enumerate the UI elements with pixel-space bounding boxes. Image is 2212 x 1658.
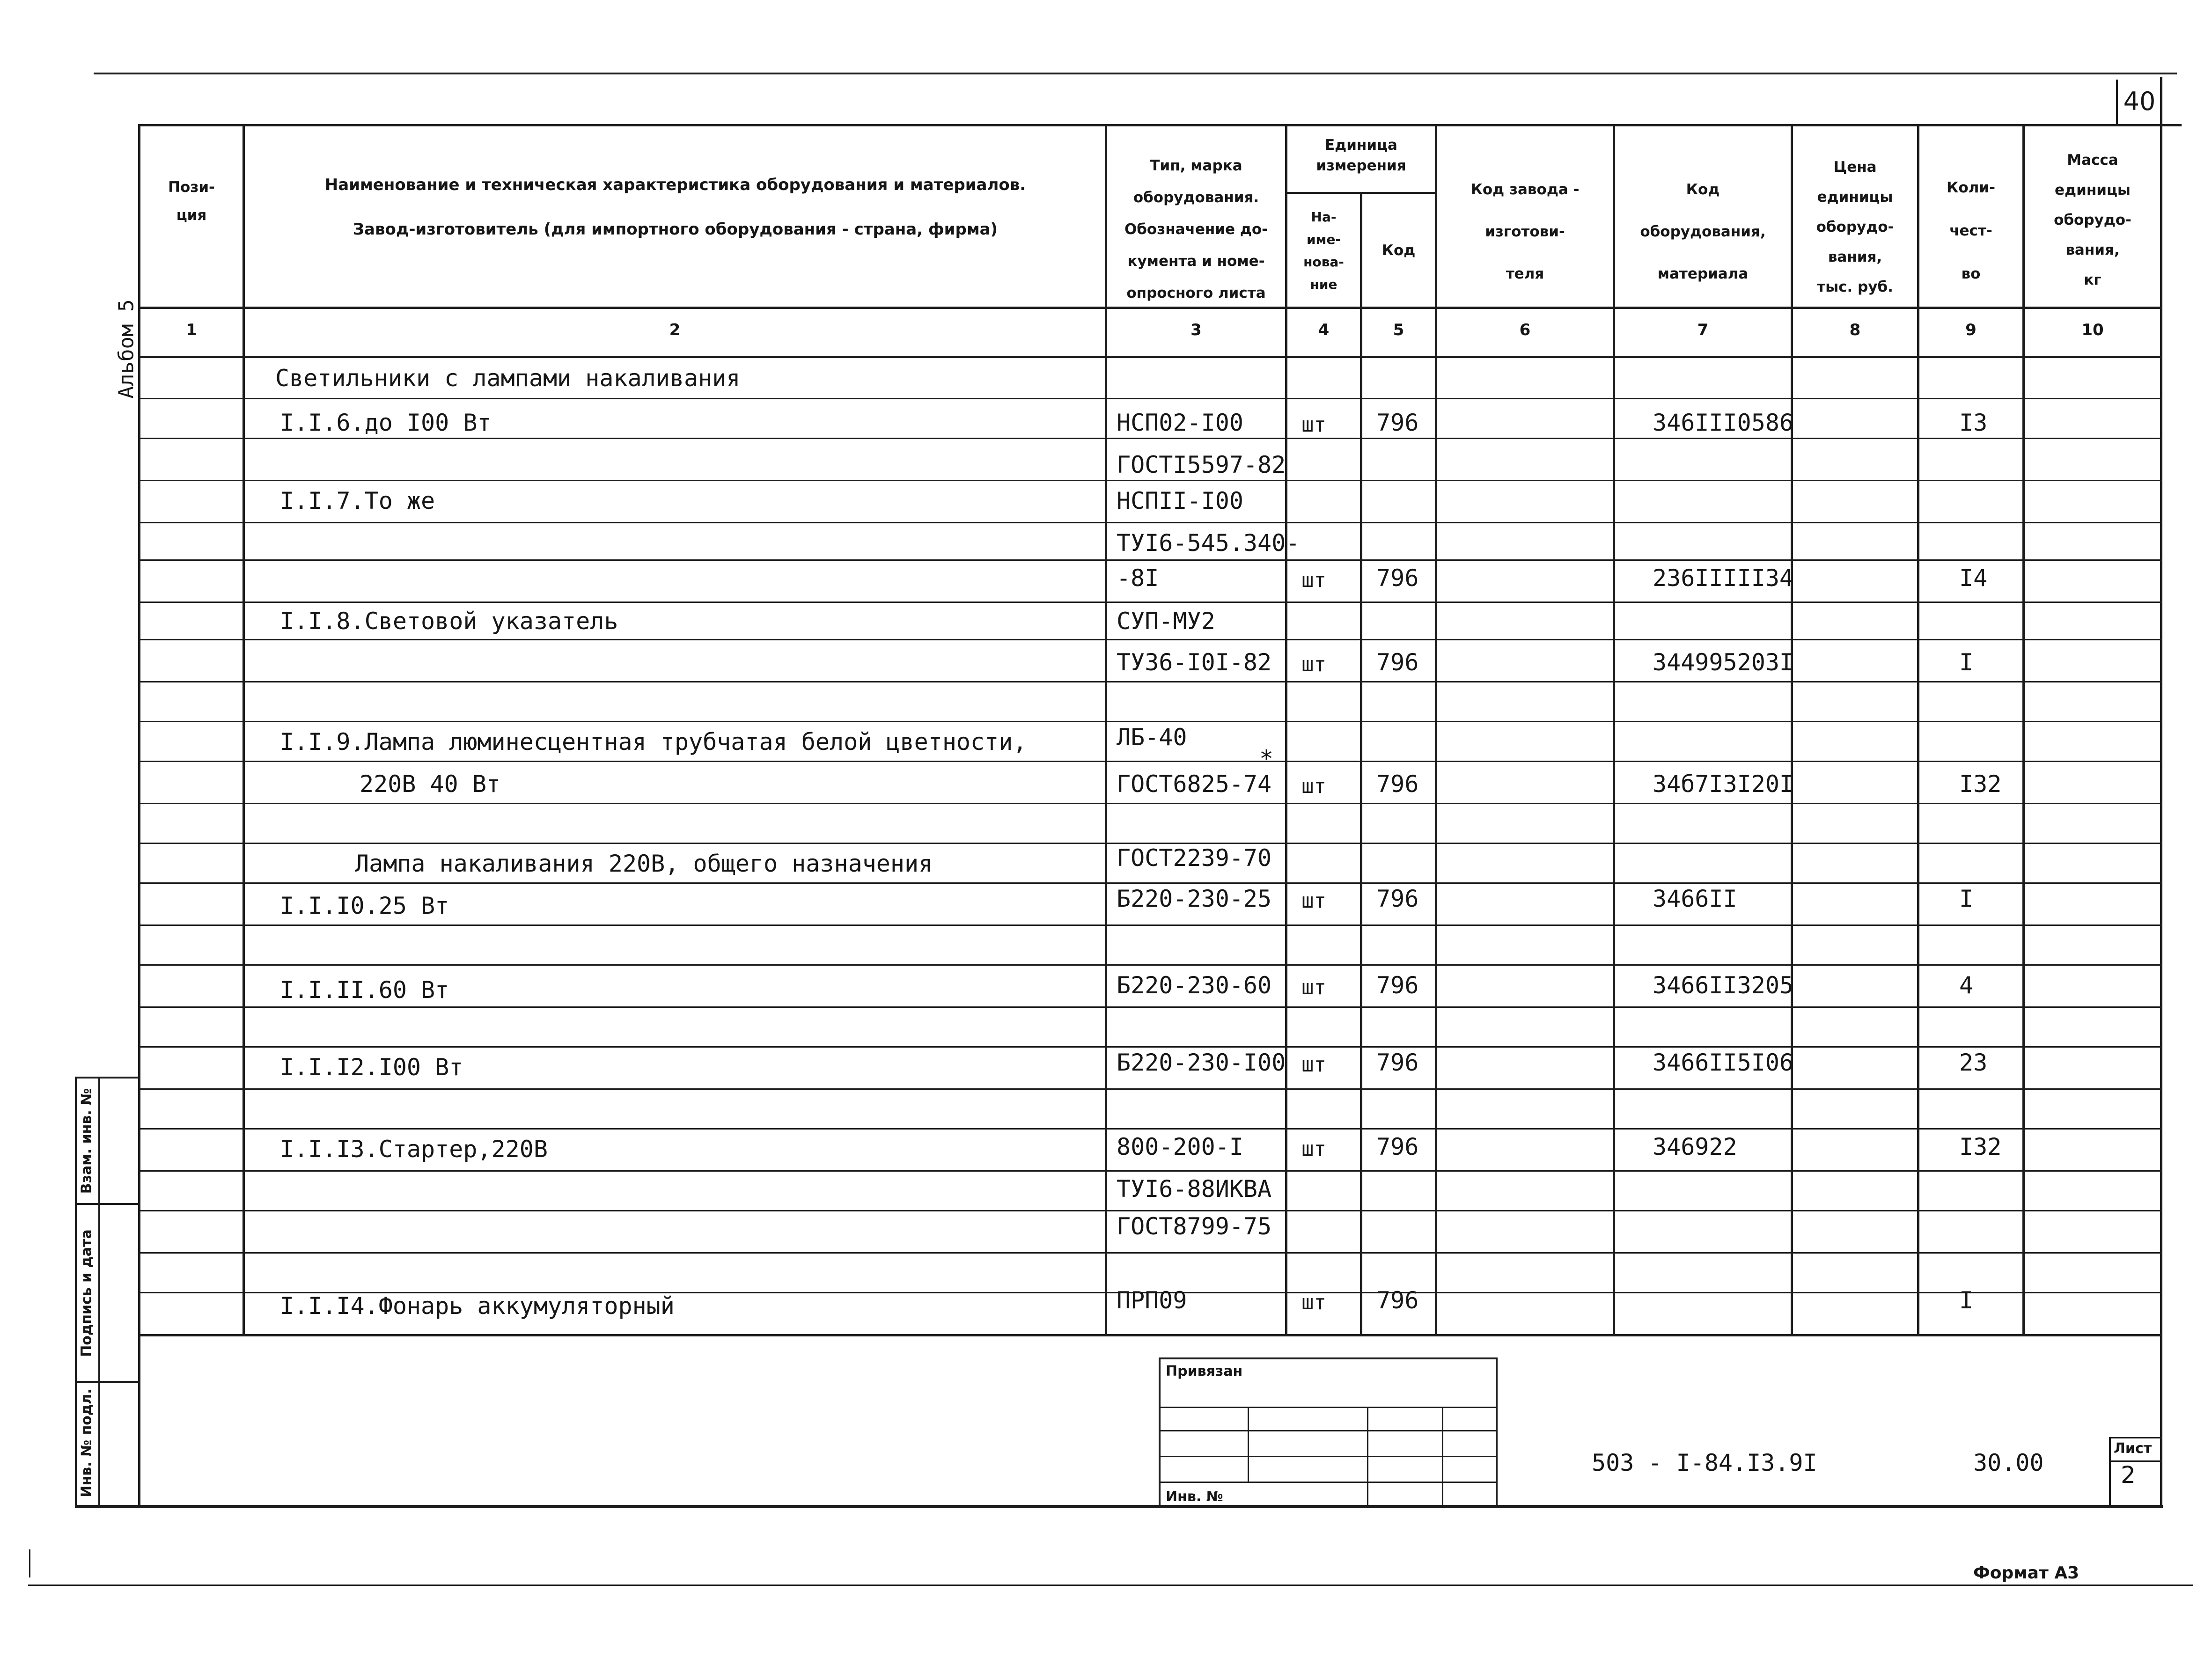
- row-equipment-code: 3466II3205: [1653, 972, 1794, 999]
- row-equipment-code: 344995203I: [1653, 649, 1794, 676]
- sheet-number: 2: [2121, 1461, 2136, 1489]
- side-stamp-inner: [98, 1077, 100, 1507]
- row-line: [138, 681, 2161, 682]
- row-line: [138, 1006, 2161, 1008]
- row-line: [138, 1252, 2161, 1254]
- row-type: ПРП09: [1117, 1287, 1187, 1314]
- row-type: ГОСТI5597-82: [1117, 451, 1286, 478]
- row-unit-code: 796: [1376, 770, 1419, 798]
- row-unit: шт: [1301, 1291, 1326, 1314]
- stamp-box-col3: [1442, 1407, 1443, 1507]
- col-line-7: [1791, 124, 1793, 1336]
- table-bottom-border: [75, 1505, 2163, 1508]
- row-unit-code: 796: [1376, 885, 1419, 912]
- col-number-2: 2: [669, 321, 681, 339]
- row-type: СУП-МУ2: [1117, 608, 1215, 635]
- unit-header-divider: [1285, 192, 1437, 194]
- header-price: Цена единицы оборудо- вания, тыс. руб.: [1816, 159, 1894, 295]
- table-body-bottom: [138, 1334, 2161, 1336]
- row-line: [138, 1088, 2161, 1090]
- row-quantity: 4: [1959, 972, 1974, 999]
- side-stamp-div1: [75, 1203, 140, 1205]
- row-quantity: I32: [1959, 1133, 2002, 1160]
- row-equipment-code: 346III0586: [1653, 409, 1794, 436]
- page-number: 40: [2123, 87, 2156, 116]
- page-number-box-left: [2116, 80, 2118, 126]
- row-line: [138, 1210, 2161, 1211]
- row-type: 800-200-I: [1117, 1133, 1243, 1160]
- row-type: НСП02-I00: [1117, 409, 1243, 436]
- format-label: Формат А3: [1973, 1563, 2080, 1583]
- row-line: [138, 438, 2161, 439]
- col-number-7: 7: [1697, 321, 1709, 339]
- row-type: Б220-230-I00: [1117, 1049, 1286, 1076]
- header-mass: Масса единицы оборудо- вания, кг: [2054, 152, 2131, 288]
- row-quantity: I: [1959, 1287, 1974, 1314]
- side-stamp-outer-left: [75, 1077, 77, 1507]
- row-name: I.I.7.То же: [280, 487, 435, 514]
- sheet-label: Лист: [2114, 1440, 2152, 1457]
- col-line-6: [1613, 124, 1615, 1336]
- col-number-10: 10: [2081, 321, 2104, 339]
- header-equipment-code: Код оборудования, материала: [1640, 181, 1766, 282]
- row-quantity: I3: [1959, 409, 1988, 436]
- row-equipment-code: 3466II5I06: [1653, 1049, 1794, 1076]
- sheet-box-left: [2109, 1437, 2111, 1507]
- row-name: I.I.8.Световой указатель: [280, 608, 618, 635]
- row-type: ГОСТ2239-70: [1117, 844, 1272, 872]
- header-type: Тип, марка оборудования. Обозначение до- кумента и номе- опросного листа: [1124, 157, 1268, 301]
- col-number-5: 5: [1393, 321, 1404, 339]
- col-number-3: 3: [1191, 321, 1202, 339]
- row-quantity: I: [1959, 885, 1974, 912]
- album-label: Альбом 5: [114, 299, 139, 399]
- col-number-9: 9: [1965, 321, 1977, 339]
- row-line: [138, 803, 2161, 804]
- header-quantity: Коли- чест- во: [1947, 179, 1995, 282]
- side-label-inv-podl: Инв. № подл.: [78, 1388, 95, 1497]
- header-unit: Единица измерения: [1316, 137, 1406, 174]
- row-line: [138, 761, 2161, 762]
- col-line-5: [1435, 124, 1437, 1336]
- col-line-1: [243, 124, 245, 1336]
- row-unit: шт: [1301, 1053, 1326, 1077]
- stamp-box-line1: [1159, 1407, 1496, 1408]
- row-name: I.I.I0.25 Вт: [280, 892, 449, 919]
- document-suffix: 30.00: [1973, 1449, 2044, 1476]
- row-quantity: I: [1959, 649, 1974, 676]
- header-factory-code: Код завода - изготови- теля: [1470, 181, 1580, 282]
- row-unit: шт: [1301, 889, 1326, 913]
- row-type: Б220-230-25: [1117, 885, 1272, 912]
- row-unit: шт: [1301, 976, 1326, 999]
- side-stamp-top: [75, 1077, 140, 1078]
- row-name: Светильники с лампами накаливания: [275, 365, 741, 392]
- row-unit: шт: [1301, 653, 1326, 676]
- row-unit-code: 796: [1376, 565, 1419, 592]
- col-number-1: 1: [186, 321, 197, 339]
- row-line: [138, 1046, 2161, 1048]
- row-name: 220В 40 Вт: [360, 770, 501, 798]
- row-unit-code: 796: [1376, 649, 1419, 676]
- row-line: [138, 522, 2161, 523]
- row-name: Лампа накаливания 220В, общего назначения: [355, 850, 933, 877]
- row-line: [138, 1170, 2161, 1172]
- row-line: [138, 602, 2161, 603]
- col-number-6: 6: [1519, 321, 1531, 339]
- stamp-box-line2: [1159, 1430, 1496, 1431]
- stamp-inv-no: Инв. №: [1166, 1489, 1223, 1505]
- row-name: I.I.6.до I00 Вт: [280, 409, 492, 436]
- stamp-box-top: [1159, 1357, 1496, 1359]
- stamp-privyazan: Привязан: [1166, 1363, 1243, 1379]
- header-name-line1: Наименование и техническая характеристика оборудования и материалов.: [324, 176, 1026, 194]
- row-equipment-code: 3466II: [1653, 885, 1737, 912]
- sheet-box-top: [2109, 1437, 2161, 1438]
- stamp-box-col1: [1248, 1407, 1249, 1482]
- side-label-vzam: Взам. инв. №: [78, 1088, 95, 1194]
- row-unit-code: 796: [1376, 972, 1419, 999]
- margin-mark: [29, 1549, 30, 1577]
- header-unit-name: На- име- нова- ние: [1303, 209, 1344, 292]
- row-equipment-code: 236IIIII34: [1653, 565, 1794, 592]
- row-type: ТУI6-545.340-: [1117, 529, 1300, 557]
- stamp-box-line3: [1159, 1456, 1496, 1457]
- row-unit-code: 796: [1376, 409, 1419, 436]
- row-unit-code: 796: [1376, 1049, 1419, 1076]
- row-type: ТУI6-88ИКВА: [1117, 1175, 1272, 1203]
- col-number-4: 4: [1318, 321, 1330, 339]
- header-unit-code: Код: [1382, 242, 1416, 259]
- row-line: [138, 639, 2161, 640]
- row-unit: шт: [1301, 1137, 1326, 1161]
- document-code: 503 - I-84.I3.9I: [1592, 1449, 1817, 1476]
- header-name-line2: Завод-изготовитель (для импортного оборудования - страна, фирма): [353, 220, 998, 239]
- table-top-border: [138, 124, 2182, 126]
- row-name: I.I.I2.I00 Вт: [280, 1054, 463, 1081]
- row-type: НСПII-I00: [1117, 487, 1243, 514]
- top-rule: [94, 73, 2177, 74]
- asterisk-mark: *: [1259, 745, 1274, 772]
- row-equipment-code: 346922: [1653, 1133, 1737, 1160]
- row-unit: шт: [1301, 413, 1326, 437]
- bottom-rule: [28, 1585, 2193, 1586]
- stamp-box-right: [1496, 1357, 1498, 1507]
- row-type: ГОСТ8799-75: [1117, 1213, 1272, 1240]
- side-label-podpis: Подпись и дата: [78, 1229, 95, 1357]
- row-quantity: I32: [1959, 770, 2002, 798]
- row-name: I.I.I3.Стартер,220В: [280, 1136, 548, 1163]
- row-unit: шт: [1301, 774, 1326, 798]
- row-line: [138, 398, 2161, 399]
- stamp-box-line4: [1159, 1482, 1496, 1483]
- stamp-box-col2: [1367, 1407, 1368, 1507]
- row-name: I.I.I4.Фонарь аккумуляторный: [280, 1292, 675, 1320]
- row-type: ТУ36-I0I-82: [1117, 649, 1272, 676]
- header-position: Пози- ция: [168, 179, 215, 224]
- row-type: Б220-230-60: [1117, 972, 1272, 999]
- row-line: [138, 1128, 2161, 1130]
- row-type: ГОСТ6825-74: [1117, 770, 1272, 798]
- col-line-8: [1917, 124, 1919, 1336]
- stamp-box-left: [1159, 1357, 1161, 1507]
- row-line: [138, 964, 2161, 966]
- row-line: [138, 924, 2161, 926]
- row-type: ЛБ-40: [1117, 724, 1187, 751]
- row-name: I.I.II.60 Вт: [280, 976, 449, 1004]
- col-line-9: [2022, 124, 2025, 1336]
- row-type: -8I: [1117, 565, 1159, 592]
- row-line: [138, 721, 2161, 722]
- row-line: [138, 882, 2161, 884]
- row-quantity: I4: [1959, 565, 1988, 592]
- row-equipment-code: 34б7I3I20I: [1653, 770, 1794, 798]
- row-unit-code: 796: [1376, 1133, 1419, 1160]
- row-line: [138, 480, 2161, 481]
- row-quantity: 23: [1959, 1049, 1988, 1076]
- colnum-bottom-line: [138, 356, 2161, 358]
- col-line-4: [1360, 192, 1362, 1336]
- row-unit-code: 796: [1376, 1287, 1419, 1314]
- row-line: [138, 559, 2161, 561]
- col-number-8: 8: [1849, 321, 1861, 339]
- row-unit: шт: [1301, 568, 1326, 592]
- row-name: I.I.9.Лампа люминесцентная трубчатая белой цветности,: [280, 728, 1027, 756]
- col-line-3: [1285, 124, 1287, 1336]
